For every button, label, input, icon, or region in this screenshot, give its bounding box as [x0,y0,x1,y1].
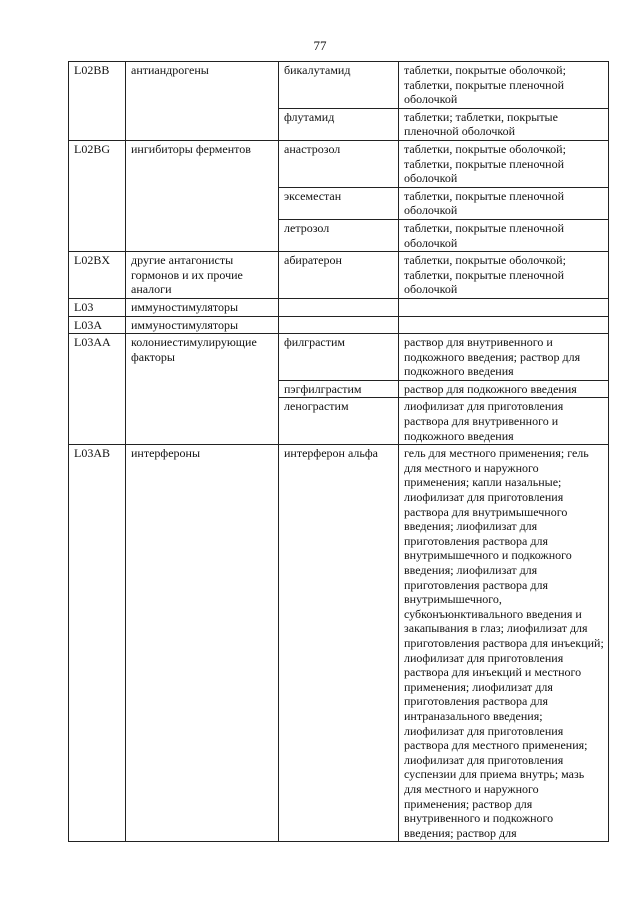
anatomical-group-cell: колониестимулирующие факторы [126,334,279,445]
dosage-form-cell: лиофилизат для приготовления раствора для внутривенного и подкожного введения [399,398,609,445]
dosage-form-cell: таблетки, покрытые оболочкой; таблетки, покрытые пленочной оболочкой [399,140,609,187]
drug-name-cell [279,298,399,316]
atc-code-cell: L02BX [69,252,126,299]
table-row [69,252,609,299]
drug-name-cell: бикалутамид [279,62,399,109]
anatomical-group-cell: иммуностимуляторы [126,298,279,316]
drug-name-cell [279,316,399,334]
table-row [69,334,609,381]
drug-name-cell: филграстим [279,334,399,381]
atc-code-cell: L03 [69,298,126,316]
atc-code-cell: L03AB [69,445,126,842]
dosage-form-cell [399,316,609,334]
drug-name-cell: интерферон альфа [279,445,399,842]
dosage-form-cell: таблетки, покрытые пленочной оболочкой [399,219,609,251]
table-row [69,298,609,316]
drug-name-cell: анастрозол [279,140,399,187]
dosage-form-cell: таблетки, покрытые оболочкой; таблетки, покрытые пленочной оболочкой [399,252,609,299]
atc-code-cell: L03A [69,316,126,334]
dosage-form-cell: таблетки, покрытые пленочной оболочкой [399,187,609,219]
atc-code-cell: L02BB [69,62,126,141]
dosage-form-cell: раствор для подкожного введения [399,380,609,398]
anatomical-group-cell: ингибиторы ферментов [126,140,279,251]
anatomical-group-cell: интерфероны [126,445,279,842]
anatomical-group-cell: антиандрогены [126,62,279,141]
drug-name-cell: эксеместан [279,187,399,219]
anatomical-group-cell: другие антагонисты гормонов и их прочие аналоги [126,252,279,299]
drug-name-cell: летрозол [279,219,399,251]
atc-code-cell: L02BG [69,140,126,251]
drug-name-cell: пэгфилграстим [279,380,399,398]
dosage-form-cell [399,298,609,316]
atc-code-cell: L03AA [69,334,126,445]
page-number: 77 [313,38,327,53]
anatomical-group-cell: иммуностимуляторы [126,316,279,334]
drug-name-cell: абиратерон [279,252,399,299]
dosage-form-cell: раствор для внутривенного и подкожного введения; раствор для подкожного введения [399,334,609,381]
drug-name-cell: флутамид [279,108,399,140]
table-row [69,140,609,187]
dosage-form-cell: таблетки, покрытые оболочкой; таблетки, покрытые пленочной оболочкой [399,62,609,109]
table-row [69,445,609,842]
table-row [69,316,609,334]
dosage-form-cell: таблетки; таблетки, покрытые пленочной оболочкой [399,108,609,140]
table-row [69,62,609,109]
dosage-form-cell: гель для местного применения; гель для местного и наружного применения; капли назальные; лиофилизат для приготовления раствора для внутримышечного введения; лиофилизат для приготовления раствора для внутримышечного и подкожного введения; лиофилизат для приготовления раствора для внутримышечного, субконъюнктивального введения и закапывания в глаз; лиофилизат для приготовления раствора для инъекций; лиофилизат для приготовления раствора для инъекций и местного применения; лиофилизат для приготовления раствора для интраназального введения; лиофилизат для приготовления раствора для местного применения; лиофилизат для приготовления суспензии для приема внутрь; мазь для местного и наружного применения; раствор для внутривенного и подкожного введения; раствор для [399,445,609,842]
drug-classification-table [68,61,609,842]
drug-name-cell: ленограстим [279,398,399,445]
